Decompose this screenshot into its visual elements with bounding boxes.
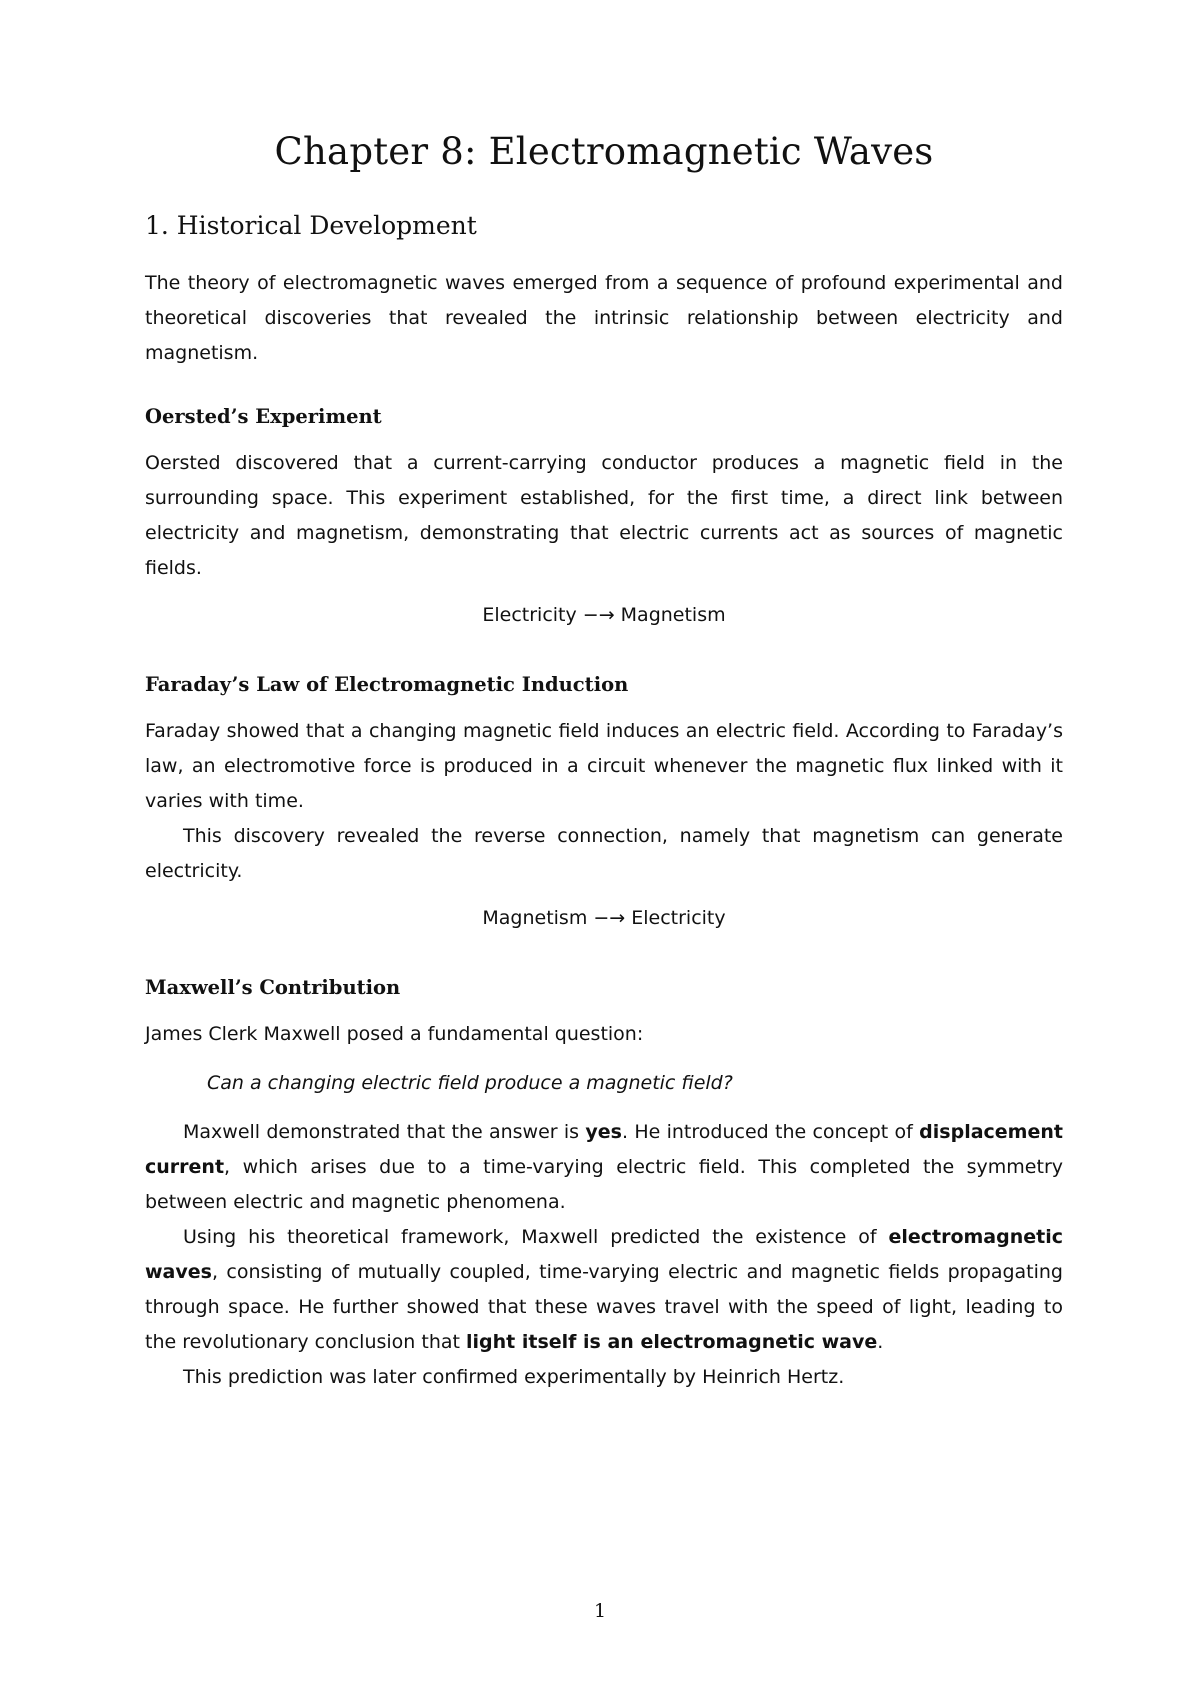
maxwell-p1-text-c: , which arises due to a time-varying electric field. This completed the symmetry between electric and magnetic phenomena. [145, 1156, 1063, 1213]
maxwell-intro-paragraph: James Clerk Maxwell posed a fundamental question: [145, 1023, 644, 1045]
faraday-paragraph-1: Faraday showed that a changing magnetic field induces an electric field. According to Faraday’s law, an electromotive force is produced in a circuit whenever the magnetic flux linked with it varies with time. [145, 720, 1063, 812]
maxwell-p1-text-b: . He introduced the concept of [621, 1121, 920, 1143]
maxwell-p1-text-a: Maxwell demonstrated that the answer is [183, 1121, 586, 1143]
oersted-heading: Oersted’s Experiment [145, 405, 382, 428]
maxwell-paragraph-1 [145, 1115, 1063, 1220]
maxwell-paragraph-2 [145, 1220, 1063, 1360]
maxwell-p2-text-b: , consisting of mutually coupled, time-varying electric and magnetic fields propagating through space. He further showed that these waves travel with the speed of light, leading to the revolutionary conclusion that [145, 1261, 1063, 1353]
oersted-paragraph: Oersted discovered that a current-carrying conductor produces a magnetic field in the surrounding space. This experiment established, for the first time, a direct link between electricity and magnetism, demonstrating that electric currents act as sources of magnetic fields. [145, 452, 1063, 579]
maxwell-p2-text-c: . [877, 1331, 884, 1353]
maxwell-p2-text-a: Using his theoretical framework, Maxwell predicted the existence of [183, 1226, 889, 1248]
oersted-equation: Electricity −→ Magnetism [482, 604, 726, 626]
section-intro-paragraph: The theory of electromagnetic waves emerged from a sequence of profound experimental and theoretical discoveries that revealed the intrinsic relationship between electricity and magnetism. [145, 272, 1063, 364]
chapter-title: Chapter 8: Electromagnetic Waves [274, 130, 934, 173]
document-page [145, 130, 1063, 1395]
maxwell-p1-term: displacement current [145, 1121, 1063, 1178]
section-heading: 1. Historical Development [145, 211, 477, 240]
maxwell-p1-yes: yes [585, 1121, 622, 1143]
faraday-paragraph-2: This discovery revealed the reverse connection, namely that magnetism can generate electricity. [145, 825, 1063, 882]
maxwell-heading: Maxwell’s Contribution [145, 976, 401, 999]
faraday-equation: Magnetism −→ Electricity [482, 907, 726, 929]
maxwell-paragraph-3: This prediction was later confirmed experimentally by Heinrich Hertz. [183, 1366, 845, 1388]
maxwell-p2-conclusion: light itself is an electromagnetic wave [466, 1331, 878, 1353]
faraday-heading: Faraday’s Law of Electromagnetic Induction [145, 673, 629, 696]
page-number: 1 [593, 1600, 607, 1622]
maxwell-question: Can a changing electric field produce a magnetic field? [207, 1072, 733, 1094]
maxwell-p2-term: electromagnetic waves [145, 1226, 1063, 1283]
